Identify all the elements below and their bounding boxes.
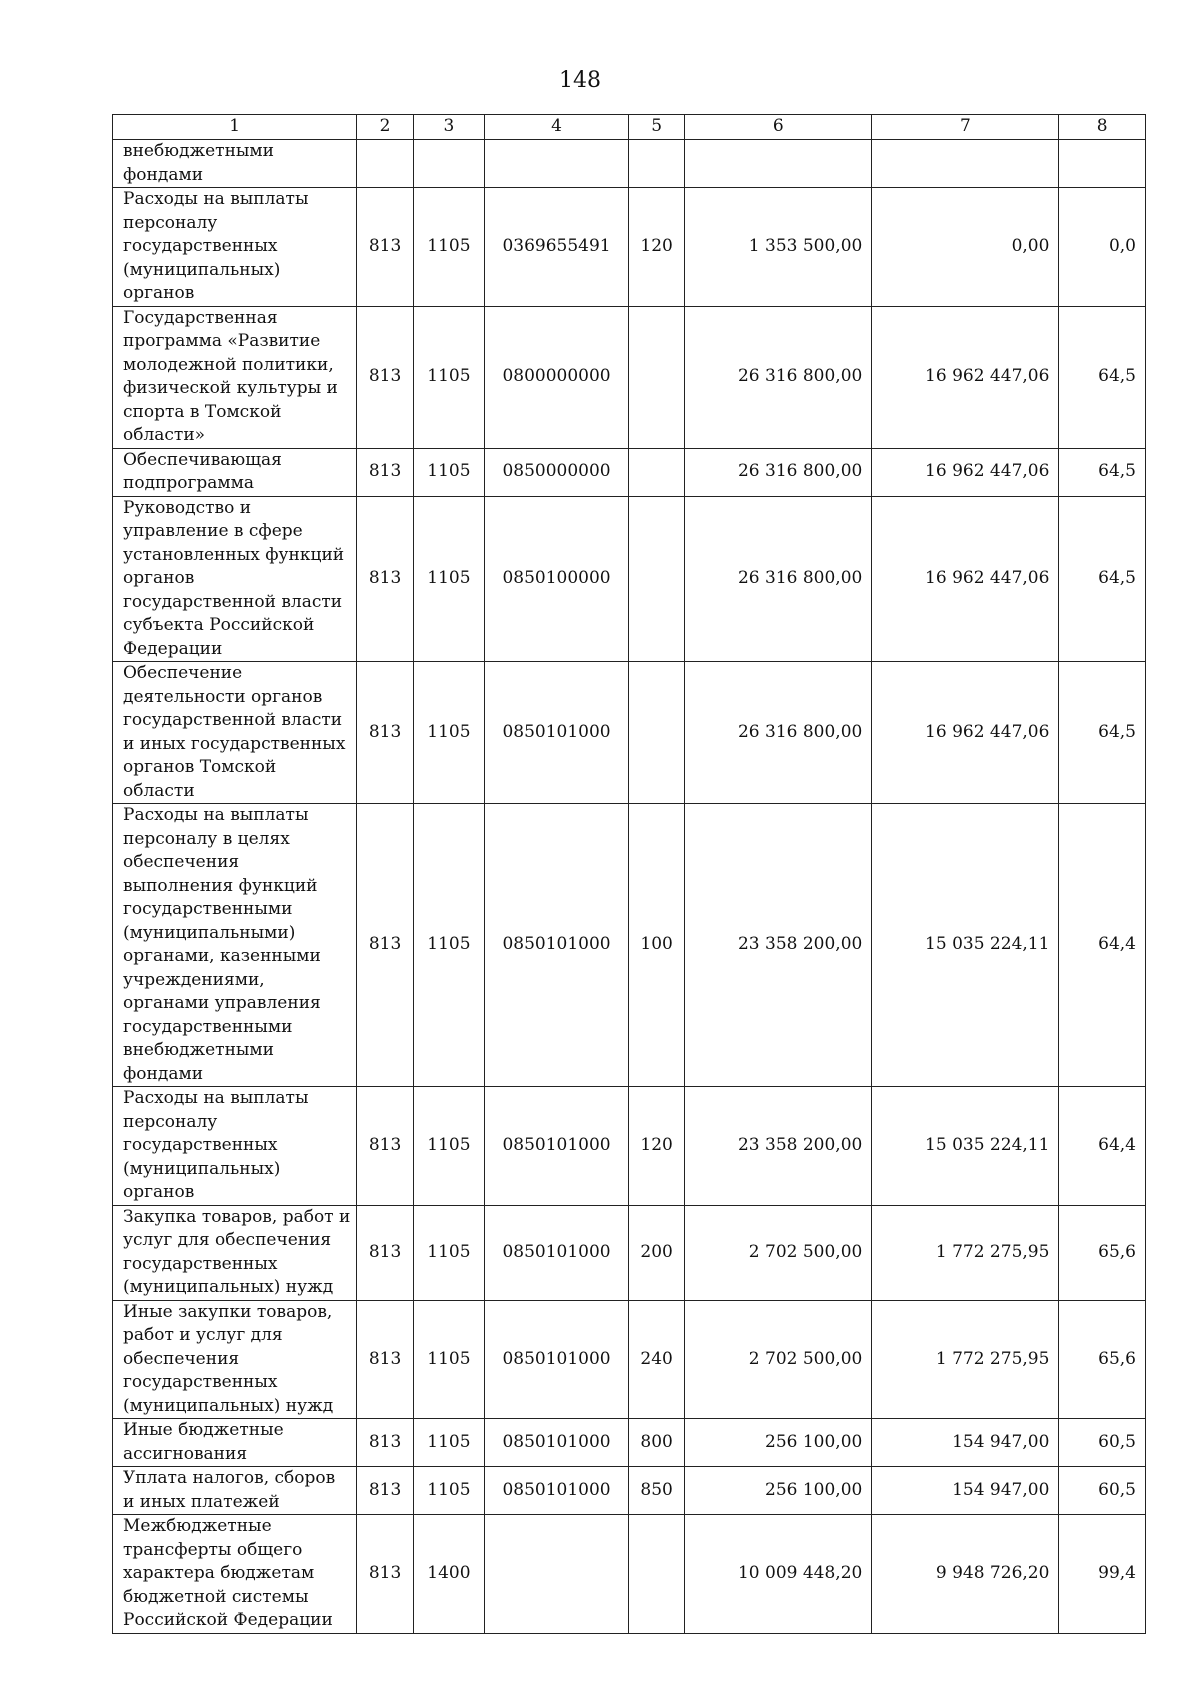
expense-type-cell — [628, 662, 684, 804]
percent-cell: 99,4 — [1059, 1515, 1146, 1634]
ministry-code-cell: 813 — [357, 1467, 413, 1515]
table-row — [113, 140, 1146, 188]
ministry-code-cell: 813 — [357, 306, 413, 448]
executed-amount-cell: 154 947,00 — [872, 1467, 1059, 1515]
ministry-code-cell: 813 — [357, 662, 413, 804]
section-code-cell: 1105 — [413, 188, 484, 307]
column-header: 2 — [357, 115, 413, 140]
target-article-cell: 0850101000 — [485, 662, 629, 804]
executed-amount-cell: 16 962 447,06 — [872, 662, 1059, 804]
section-code-cell: 1105 — [413, 306, 484, 448]
ministry-code-cell: 813 — [357, 448, 413, 496]
percent-cell: 64,5 — [1059, 662, 1146, 804]
expense-name-cell: Руководство и управление в сфере установленных функций органов государственной власти субъекта Российской Федерации — [113, 496, 357, 662]
percent-cell: 64,5 — [1059, 306, 1146, 448]
table-row — [113, 1087, 1146, 1206]
expense-type-cell — [628, 140, 684, 188]
page-number: 148 — [559, 68, 601, 93]
table-row — [113, 1467, 1146, 1515]
expense-type-cell: 850 — [628, 1467, 684, 1515]
percent-cell: 65,6 — [1059, 1300, 1146, 1419]
table-row — [113, 804, 1146, 1087]
table-row — [113, 448, 1146, 496]
ministry-code-cell: 813 — [357, 496, 413, 662]
expense-type-cell: 120 — [628, 1087, 684, 1206]
section-code-cell: 1105 — [413, 448, 484, 496]
section-code-cell: 1105 — [413, 804, 484, 1087]
expense-name-cell: Межбюджетные трансферты общего характера бюджетам бюджетной системы Российской Федерации — [113, 1515, 357, 1634]
ministry-code-cell — [357, 140, 413, 188]
planned-amount-cell: 26 316 800,00 — [685, 448, 872, 496]
section-code-cell: 1105 — [413, 1419, 484, 1467]
executed-amount-cell: 1 772 275,95 — [872, 1300, 1059, 1419]
percent-cell: 60,5 — [1059, 1467, 1146, 1515]
expense-name-cell: Иные бюджетные ассигнования — [113, 1419, 357, 1467]
expense-type-cell: 100 — [628, 804, 684, 1087]
percent-cell: 65,6 — [1059, 1205, 1146, 1300]
column-header: 4 — [485, 115, 629, 140]
ministry-code-cell: 813 — [357, 1419, 413, 1467]
header-row — [113, 115, 1146, 140]
expense-name-cell: Обеспечение деятельности органов государственной власти и иных государственных органов Томской области — [113, 662, 357, 804]
column-header: 8 — [1059, 115, 1146, 140]
executed-amount-cell: 15 035 224,11 — [872, 804, 1059, 1087]
table-row — [113, 662, 1146, 804]
target-article-cell: 0369655491 — [485, 188, 629, 307]
target-article-cell: 0850101000 — [485, 1205, 629, 1300]
planned-amount-cell: 256 100,00 — [685, 1467, 872, 1515]
planned-amount-cell: 1 353 500,00 — [685, 188, 872, 307]
target-article-cell: 0850100000 — [485, 496, 629, 662]
percent-cell — [1059, 140, 1146, 188]
table-row — [113, 496, 1146, 662]
planned-amount-cell: 2 702 500,00 — [685, 1300, 872, 1419]
executed-amount-cell: 16 962 447,06 — [872, 306, 1059, 448]
planned-amount-cell: 26 316 800,00 — [685, 496, 872, 662]
expense-type-cell: 800 — [628, 1419, 684, 1467]
column-header: 6 — [685, 115, 872, 140]
expense-type-cell — [628, 306, 684, 448]
table-row — [113, 306, 1146, 448]
executed-amount-cell: 16 962 447,06 — [872, 448, 1059, 496]
table-row — [113, 1515, 1146, 1634]
planned-amount-cell: 26 316 800,00 — [685, 306, 872, 448]
target-article-cell: 0850101000 — [485, 804, 629, 1087]
expense-type-cell: 120 — [628, 188, 684, 307]
target-article-cell — [485, 1515, 629, 1634]
table-row — [113, 188, 1146, 307]
ministry-code-cell: 813 — [357, 804, 413, 1087]
expense-type-cell — [628, 448, 684, 496]
executed-amount-cell: 9 948 726,20 — [872, 1515, 1059, 1634]
target-article-cell: 0850101000 — [485, 1300, 629, 1419]
column-header: 7 — [872, 115, 1059, 140]
expense-name-cell: Расходы на выплаты персоналу в целях обеспечения выполнения функций государственными (муниципальными) органами, казенными учреждениями, органами управления государственными внебюджетными фондами — [113, 804, 357, 1087]
expense-type-cell — [628, 1515, 684, 1634]
executed-amount-cell: 154 947,00 — [872, 1419, 1059, 1467]
table-row — [113, 1419, 1146, 1467]
section-code-cell: 1105 — [413, 1467, 484, 1515]
percent-cell: 64,4 — [1059, 1087, 1146, 1206]
executed-amount-cell: 0,00 — [872, 188, 1059, 307]
executed-amount-cell: 15 035 224,11 — [872, 1087, 1059, 1206]
column-header: 5 — [628, 115, 684, 140]
planned-amount-cell: 2 702 500,00 — [685, 1205, 872, 1300]
table-row — [113, 1300, 1146, 1419]
expense-type-cell: 200 — [628, 1205, 684, 1300]
expense-type-cell: 240 — [628, 1300, 684, 1419]
table-row — [113, 1205, 1146, 1300]
target-article-cell: 0850101000 — [485, 1087, 629, 1206]
expense-name-cell: внебюджетными фондами — [113, 140, 357, 188]
column-header: 3 — [413, 115, 484, 140]
planned-amount-cell — [685, 140, 872, 188]
executed-amount-cell — [872, 140, 1059, 188]
section-code-cell: 1105 — [413, 1205, 484, 1300]
section-code-cell — [413, 140, 484, 188]
percent-cell: 0,0 — [1059, 188, 1146, 307]
ministry-code-cell: 813 — [357, 1300, 413, 1419]
expense-name-cell: Закупка товаров, работ и услуг для обеспечения государственных (муниципальных) нужд — [113, 1205, 357, 1300]
target-article-cell — [485, 140, 629, 188]
target-article-cell: 0800000000 — [485, 306, 629, 448]
section-code-cell: 1400 — [413, 1515, 484, 1634]
ministry-code-cell: 813 — [357, 1515, 413, 1634]
executed-amount-cell: 1 772 275,95 — [872, 1205, 1059, 1300]
planned-amount-cell: 23 358 200,00 — [685, 804, 872, 1087]
expense-name-cell: Уплата налогов, сборов и иных платежей — [113, 1467, 357, 1515]
planned-amount-cell: 23 358 200,00 — [685, 1087, 872, 1206]
percent-cell: 64,4 — [1059, 804, 1146, 1087]
target-article-cell: 0850101000 — [485, 1419, 629, 1467]
planned-amount-cell: 26 316 800,00 — [685, 662, 872, 804]
expense-name-cell: Иные закупки товаров, работ и услуг для обеспечения государственных (муниципальных) нужд — [113, 1300, 357, 1419]
section-code-cell: 1105 — [413, 662, 484, 804]
executed-amount-cell: 16 962 447,06 — [872, 496, 1059, 662]
ministry-code-cell: 813 — [357, 1087, 413, 1206]
expense-name-cell: Государственная программа «Развитие молодежной политики, физической культуры и спорта в Томской области» — [113, 306, 357, 448]
section-code-cell: 1105 — [413, 1300, 484, 1419]
expense-name-cell: Расходы на выплаты персоналу государственных (муниципальных) органов — [113, 188, 357, 307]
percent-cell: 64,5 — [1059, 448, 1146, 496]
percent-cell: 60,5 — [1059, 1419, 1146, 1467]
expense-name-cell: Обеспечивающая подпрограмма — [113, 448, 357, 496]
column-header: 1 — [113, 115, 357, 140]
percent-cell: 64,5 — [1059, 496, 1146, 662]
expense-name-cell: Расходы на выплаты персоналу государственных (муниципальных) органов — [113, 1087, 357, 1206]
budget-table — [112, 114, 1146, 1634]
target-article-cell: 0850000000 — [485, 448, 629, 496]
ministry-code-cell: 813 — [357, 188, 413, 307]
target-article-cell: 0850101000 — [485, 1467, 629, 1515]
ministry-code-cell: 813 — [357, 1205, 413, 1300]
section-code-cell: 1105 — [413, 496, 484, 662]
section-code-cell: 1105 — [413, 1087, 484, 1206]
planned-amount-cell: 256 100,00 — [685, 1419, 872, 1467]
expense-type-cell — [628, 496, 684, 662]
planned-amount-cell: 10 009 448,20 — [685, 1515, 872, 1634]
